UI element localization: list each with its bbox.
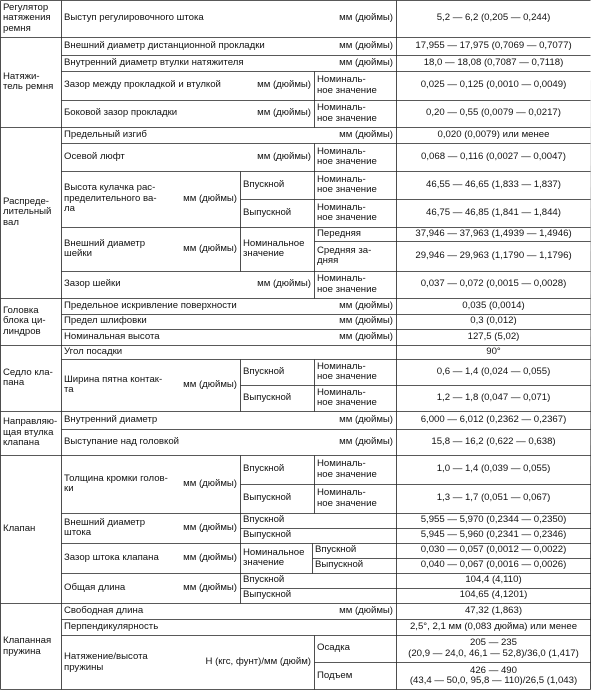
seat-width-unit: мм (дюймы) [183, 378, 237, 390]
section-camshaft: Распреде- лительный вал [3, 195, 52, 228]
spacer-side-clearance-unit: мм (дюймы) [257, 107, 311, 119]
seat-angle-label: Угол посадки [64, 345, 123, 357]
stem-clearance-intake-label: Впускной [315, 544, 357, 556]
margin-thickness-unit: мм (дюймы) [183, 477, 237, 489]
margin-exhaust-label: Выпускной [243, 492, 292, 504]
squareness-value: 2,5°, 2,1 мм (0,083 дюйма) или менее [409, 620, 578, 632]
stem-clearance-unit: мм (дюймы) [183, 551, 237, 563]
section-valve-guide: Направляю- щая втулка клапана [3, 416, 58, 449]
warpage-limit-label: Предельное искривление поверхности [64, 299, 237, 311]
guide-id-label: Внутренний диаметр [64, 413, 158, 425]
overall-length-exhaust-label: Выпускной [243, 589, 292, 601]
warpage-limit-value: 0,035 (0,0014) [462, 299, 525, 311]
journal-od-unit: мм (дюймы) [183, 242, 237, 254]
margin-intake-label: Впускной [243, 463, 285, 475]
cam-lobe-exhaust-value: 46,75 — 46,85 (1,841 — 1,844) [426, 206, 561, 218]
stem-od-intake-value: 5,955 — 5,970 (0,2344 — 0,2350) [420, 514, 567, 526]
free-length-unit: мм (дюймы) [339, 604, 393, 616]
resurface-limit-value: 0,3 (0,012) [470, 315, 517, 327]
journal-clearance-value: 0,037 — 0,072 (0,0015 — 0,0028) [420, 278, 567, 290]
guide-protrusion-unit: мм (дюймы) [339, 435, 393, 447]
guide-protrusion-value: 15,8 — 16,2 (0,622 — 0,638) [431, 435, 556, 447]
seat-width-intake-value: 0,6 — 1,4 (0,024 — 0,055) [436, 365, 551, 377]
cam-lobe-intake-value: 46,55 — 46,65 (1,833 — 1,837) [426, 178, 561, 190]
margin-intake-nominal: Номиналь- ное значение [317, 458, 377, 480]
stem-clearance-exhaust-value: 0,040 — 0,067 (0,0016 — 0,0026) [420, 559, 567, 571]
guide-protrusion-label: Выступание над головкой [64, 435, 180, 447]
section-belt-tensioner-adjuster: Регулятор натяжения ремня [3, 1, 51, 34]
nominal-height-unit: мм (дюймы) [339, 330, 393, 342]
stem-od-exhaust-value: 5,945 — 5,960 (0,2341 — 0,2346) [420, 529, 567, 541]
cam-lobe-height-unit: мм (дюймы) [183, 192, 237, 204]
squareness-label: Перпендикулярность [64, 620, 159, 632]
nominal-height-label: Номинальная высота [64, 330, 160, 342]
stem-clearance-nominal: Номинальное значение [243, 546, 305, 568]
seat-width-intake-nominal: Номиналь- ное значение [317, 360, 377, 382]
spacer-od-value: 17,955 — 17,975 (0,7069 — 0,7077) [415, 39, 572, 51]
margin-exhaust-value: 1,3 — 1,7 (0,051 — 0,067) [436, 492, 551, 504]
cam-lobe-intake-nominal: Номиналь- ное значение [317, 173, 377, 195]
spacer-od-unit: мм (дюймы) [339, 39, 393, 51]
overall-length-intake-label: Впускной [243, 574, 285, 586]
bushing-id-unit: мм (дюймы) [339, 56, 393, 68]
spacer-side-clearance-label: Боковой зазор прокладки [64, 107, 178, 119]
cam-lobe-exhaust-nominal: Номиналь- ное значение [317, 201, 377, 223]
stem-clearance-intake-value: 0,030 — 0,057 (0,0012 — 0,0022) [420, 544, 567, 556]
overall-length-unit: мм (дюймы) [183, 581, 237, 593]
spring-compressed-label: Осадка [317, 642, 350, 654]
margin-intake-value: 1,0 — 1,4 (0,039 — 0,055) [436, 463, 551, 475]
seat-width-exhaust-value: 1,2 — 1,8 (0,047 — 0,071) [436, 391, 551, 403]
overall-length-intake-value: 104,4 (4,110) [465, 574, 522, 586]
journal-clearance-unit: мм (дюймы) [257, 278, 311, 290]
journal-front-value: 37,946 — 37,963 (1,4939 — 1,4946) [415, 227, 572, 239]
overall-length-exhaust-value: 104,65 (4,1201) [459, 589, 528, 601]
warpage-limit-unit: мм (дюймы) [339, 299, 393, 311]
journal-middle-rear-label: Средняя за- дняя [317, 244, 372, 266]
end-play-unit: мм (дюймы) [257, 150, 311, 162]
stem-clearance-exhaust-label: Выпускной [315, 559, 364, 571]
end-play-label: Осевой люфт [64, 150, 125, 162]
rod-protrusion-label: Выступ регулировочного штока [64, 12, 204, 24]
end-play-nominal: Номиналь- ное значение [317, 145, 377, 167]
spring-tension-label: Натяжение/высота пружины [64, 651, 148, 673]
cam-lobe-intake-label: Впускной [243, 178, 285, 190]
bend-limit-label: Предельный изгиб [64, 128, 147, 140]
journal-clearance-nominal: Номиналь- ное значение [317, 273, 377, 295]
spacer-side-clearance-value: 0,20 — 0,55 (0,0079 — 0,0217) [426, 107, 561, 119]
spacer-side-clearance-nominal: Номиналь- ное значение [317, 102, 377, 124]
cam-lobe-exhaust-label: Выпускной [243, 206, 292, 218]
end-play-value: 0,068 — 0,116 (0,0027 — 0,0047) [421, 150, 566, 162]
section-belt-tensioner: Натяжи- тель ремня [3, 70, 54, 92]
section-cylinder-head: Головка блока ци- линдров [3, 304, 46, 337]
seat-width-exhaust-nominal: Номиналь- ное значение [317, 386, 377, 408]
journal-middle-rear-value: 29,946 — 29,963 (1,1790 — 1,1796) [415, 249, 572, 261]
stem-od-exhaust-label: Выпускной [243, 529, 292, 541]
seat-width-intake-label: Впускной [243, 365, 285, 377]
spring-compressed-value: 205 — 235 (20,9 — 24,0, 46,1 — 52,8)/36,0 (1,417) [408, 637, 579, 659]
spring-lifted-value: 426 — 490 (43,4 — 50,0, 95,8 — 110)/26,5 (1,043) [409, 664, 578, 686]
stem-od-unit: мм (дюймы) [183, 521, 237, 533]
journal-front-label: Передняя [317, 227, 361, 239]
rod-protrusion-unit: мм (дюймы) [339, 12, 393, 24]
nominal-height-value: 127,5 (5,02) [467, 330, 520, 342]
spacer-od-label: Внешний диаметр дистанционной прокладки [64, 39, 265, 51]
seat-width-exhaust-label: Выпускной [243, 391, 292, 403]
spacer-bushing-clearance-value: 0,025 — 0,125 (0,0010 — 0,0049) [420, 79, 567, 91]
guide-id-value: 6,000 — 6,012 (0,2362 — 0,2367) [420, 413, 567, 425]
stem-od-label: Внешний диаметр штока [64, 516, 146, 538]
seat-width-label: Ширина пятна контак- та [64, 373, 163, 395]
spring-lifted-label: Подъем [317, 669, 353, 681]
bushing-id-label: Внутренний диаметр втулки натяжителя [64, 56, 244, 68]
free-length-value: 47,32 (1,863) [464, 604, 523, 616]
stem-od-intake-label: Впускной [243, 514, 285, 526]
journal-od-label: Внешний диаметр шейки [64, 237, 146, 259]
margin-thickness-label: Толщина кромки голов- ки [64, 472, 168, 494]
seat-angle-value: 90° [486, 345, 501, 357]
margin-exhaust-nominal: Номиналь- ное значение [317, 487, 377, 509]
overall-length-label: Общая длина [64, 581, 126, 593]
spacer-bushing-clearance-unit: мм (дюймы) [257, 79, 311, 91]
spacer-bushing-clearance-label: Зазор между прокладкой и втулкой [64, 79, 221, 91]
spacer-bushing-clearance-nominal: Номиналь- ное значение [317, 74, 377, 96]
journal-clearance-label: Зазор шейки [64, 278, 121, 290]
section-valve: Клапан [3, 522, 36, 534]
section-valve-spring: Клапанная пружина [3, 635, 52, 657]
free-length-label: Свободная длина [64, 604, 144, 616]
spring-tension-unit: Н (кгс, фунт)/мм (дюйм) [205, 656, 311, 668]
bend-limit-value: 0,020 (0,0079) или менее [437, 128, 550, 140]
rod-protrusion-value: 5,2 — 6,2 (0,205 — 0,244) [436, 12, 551, 24]
bushing-id-value: 18,0 — 18,08 (0,7087 — 0,7118) [423, 56, 564, 68]
bend-limit-unit: мм (дюймы) [339, 128, 393, 140]
guide-id-unit: мм (дюймы) [339, 413, 393, 425]
section-valve-seat: Седло кла- пана [3, 366, 53, 388]
resurface-limit-unit: мм (дюймы) [339, 315, 393, 327]
resurface-limit-label: Предел шлифовки [64, 315, 147, 327]
stem-clearance-label: Зазор штока клапана [64, 551, 159, 563]
cam-lobe-height-label: Высота кулачка рас- пределительного ва- ла [64, 182, 157, 215]
journal-od-nominal: Номинальное значение [243, 237, 305, 259]
